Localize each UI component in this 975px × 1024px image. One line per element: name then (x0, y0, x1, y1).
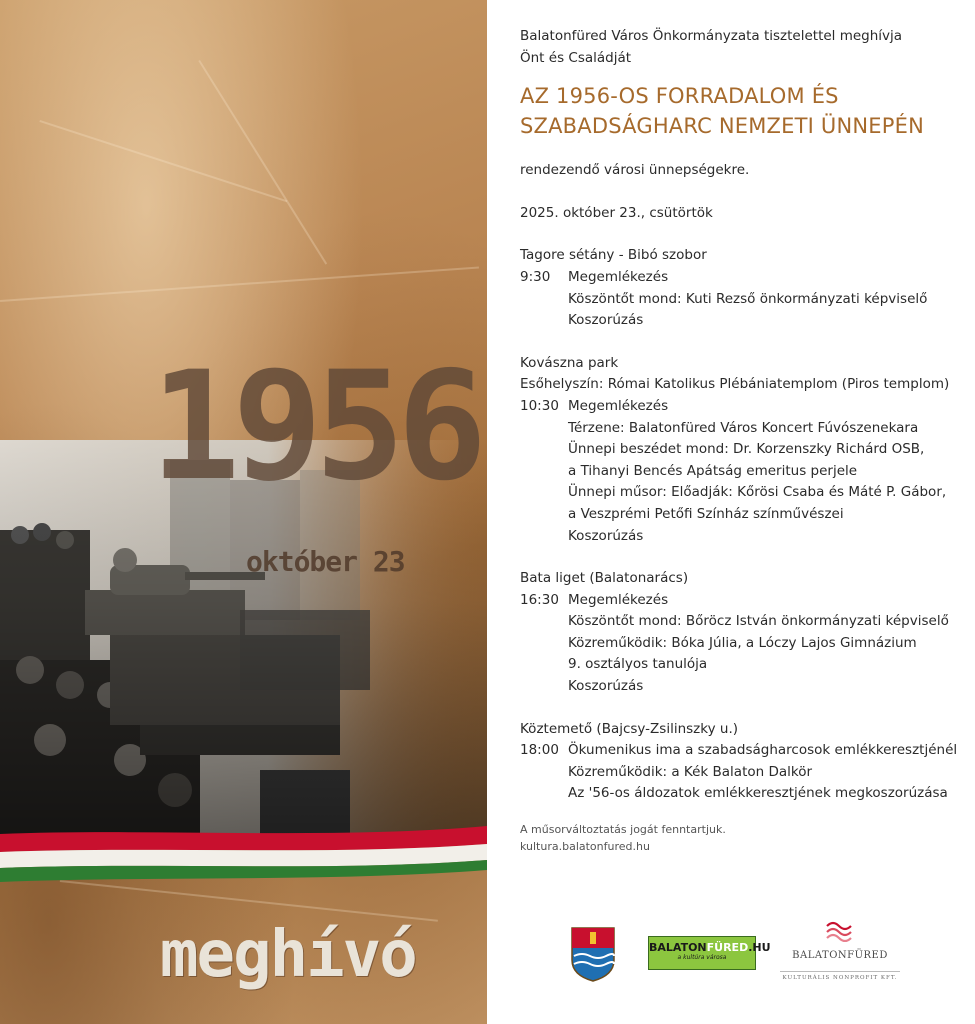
program-item: Közreműködik: Bóka Júlia, a Lóczy Lajos Gimnázium (568, 634, 917, 651)
location: Kovászna park (520, 354, 619, 371)
event-title: AZ 1956-OS FORRADALOM ÉS (520, 84, 839, 109)
program-item: Koszorúzás (568, 312, 644, 329)
program-time: 10:30 (520, 397, 559, 414)
date-heading: október 23 (246, 545, 405, 578)
year-heading: 1956 (150, 340, 480, 514)
program-time: 18:00 (520, 742, 559, 759)
program-row (520, 396, 960, 418)
program-row (520, 740, 960, 762)
location: Köztemető (Bajcsy-Zsilinszky u.) (520, 720, 738, 737)
program-item: 9. osztályos tanulója (568, 656, 708, 673)
location: Tagore sétány - Bibó szobor (520, 247, 707, 264)
program-item: Térzene: Balatonfüred Város Koncert Fúvószenekara (568, 419, 919, 436)
program-row (520, 590, 960, 612)
program-item: Megemlékezés (568, 591, 669, 608)
program-item: Koszorúzás (568, 527, 644, 544)
disclaimer-note: A műsorváltoztatás jogát fenntartjuk. (520, 823, 726, 837)
program-item: Megemlékezés (568, 268, 669, 285)
program-item: Ökumenikus ima a szabadságharcosok emlékkeresztjénél (568, 742, 958, 759)
paper-crease (198, 60, 327, 265)
program-time: 16:30 (520, 591, 559, 608)
paper-crease (0, 267, 479, 302)
hungarian-flag-ribbon (0, 826, 487, 882)
logo-subtitle: KULTURÁLIS NONPROFIT KFT. (780, 971, 900, 981)
program-item: Ünnepi műsor: Előadják: Kőrösi Csaba és Máté P. Gábor, (568, 484, 947, 501)
program-item: Koszorúzás (568, 678, 644, 695)
program-item: Ünnepi beszédet mond: Dr. Korzenszky Richárd OSB, (568, 441, 925, 458)
fallback-location: Esőhelyszín: Római Katolikus Plébániatemplom (Piros templom) (520, 376, 950, 393)
program-item: a Tihanyi Bencés Apátság emeritus perjele (568, 462, 858, 479)
paper-crease (39, 120, 287, 202)
program-item: a Veszprémi Petőfi Színház színművészei (568, 505, 844, 522)
program-row (520, 267, 960, 289)
event-date: 2025. október 23., csütörtök (520, 204, 713, 221)
invitation-word: meghívó (160, 918, 416, 992)
logo-strip (560, 920, 960, 1000)
balatonfured-hu-logo (648, 936, 771, 970)
program-time: 9:30 (520, 268, 551, 285)
logo-text: BALATON (649, 941, 707, 954)
program-item: Az '56-os áldozatok emlékkeresztjének megkoszorúzása (568, 785, 948, 802)
website-link[interactable]: kultura.balatonfured.hu (520, 840, 650, 854)
program-item: Köszöntőt mond: Bőröcz István önkormányzati képviselő (568, 613, 949, 630)
program-item: Közreműködik: a Kék Balaton Dalkör (568, 763, 813, 780)
city-crest-icon (570, 926, 616, 982)
intro-line: Önt és Családját (520, 49, 632, 66)
intro-line: Balatonfüred Város Önkormányzata tisztelettel meghívja (520, 28, 903, 44)
program-item: Köszöntőt mond: Kuti Rezső önkormányzati képviselő (568, 290, 928, 307)
subtitle: rendezendő városi ünnepségekre. (520, 162, 750, 179)
logo-text: .HU (748, 941, 771, 954)
invitation-text (520, 26, 960, 855)
program-item: Megemlékezés (568, 397, 669, 414)
kulturalis-kft-logo (780, 920, 900, 981)
location: Bata liget (Balatonarács) (520, 570, 689, 587)
wave-icon (823, 920, 857, 942)
logo-text: FÜRED (706, 941, 749, 954)
logo-name: BALATONFÜRED (792, 950, 888, 961)
event-title: SZABADSÁGHARC NEMZETI ÜNNEPÉN (520, 114, 925, 139)
paper-crease (60, 880, 438, 922)
poster-image (0, 0, 487, 1024)
logo-tagline: a kultúra városa (677, 954, 727, 961)
